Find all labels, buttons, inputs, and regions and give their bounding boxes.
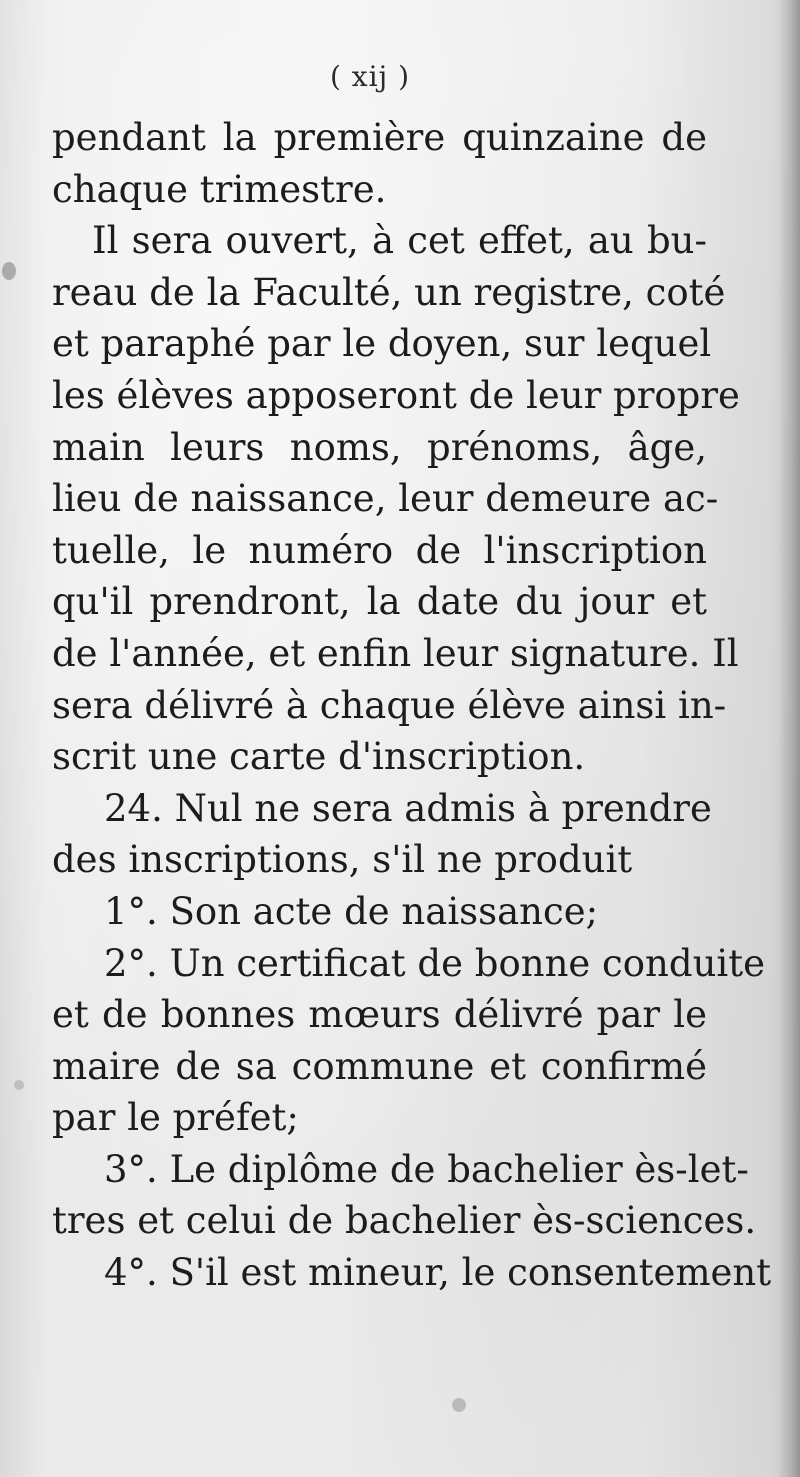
text-line: reau de la Faculté, un registre, coté — [52, 270, 726, 314]
ink-spot — [14, 1080, 24, 1090]
text-line: 24. Nul ne sera admis à prendre — [104, 786, 712, 830]
ink-spot — [452, 1398, 466, 1412]
text-line: tres et celui de bachelier ès-sciences. — [52, 1199, 757, 1243]
text-line: sera délivré à chaque élève ainsi in- — [52, 683, 727, 727]
text-line: pendant la première quinzaine de — [52, 116, 707, 159]
text-line: chaque trimestre. — [52, 167, 387, 211]
text-line: de l'année, et enfin leur signature. Il — [52, 631, 739, 675]
text-line: et de bonnes mœurs délivré par le — [52, 993, 707, 1037]
text-line: par le préfet; — [52, 1096, 299, 1140]
text-line: 3°. Le diplôme de bachelier ès-let- — [104, 1147, 749, 1191]
page-edge-shadow — [778, 0, 800, 1477]
text-line: Il sera ouvert, à cet effet, au bu- — [92, 219, 707, 263]
ink-spot — [2, 262, 16, 280]
text-line: qu'il prendront, la date du jour et — [52, 580, 707, 624]
text-line: 2°. Un certificat de bonne conduite — [104, 941, 765, 985]
text-line: lieu de naissance, leur demeure ac- — [52, 477, 719, 521]
text-line: tuelle, le numéro de l'inscription — [52, 528, 707, 572]
text-line: main leurs noms, prénoms, âge, — [52, 425, 707, 469]
text-line: et paraphé par le doyen, sur lequel — [52, 322, 712, 366]
text-line: 1°. Son acte de naissance; — [104, 889, 599, 933]
text-line: des inscriptions, s'il ne produit — [52, 838, 633, 882]
text-line: maire de sa commune et confirmé — [52, 1044, 707, 1088]
body-text — [52, 112, 772, 1299]
page-number-header: ( xij ) — [329, 60, 411, 93]
text-line: les élèves apposeront de leur propre — [52, 373, 740, 417]
text-line: scrit une carte d'inscription. — [52, 735, 586, 779]
text-line: 4°. S'il est mineur, le consentement — [104, 1251, 772, 1295]
